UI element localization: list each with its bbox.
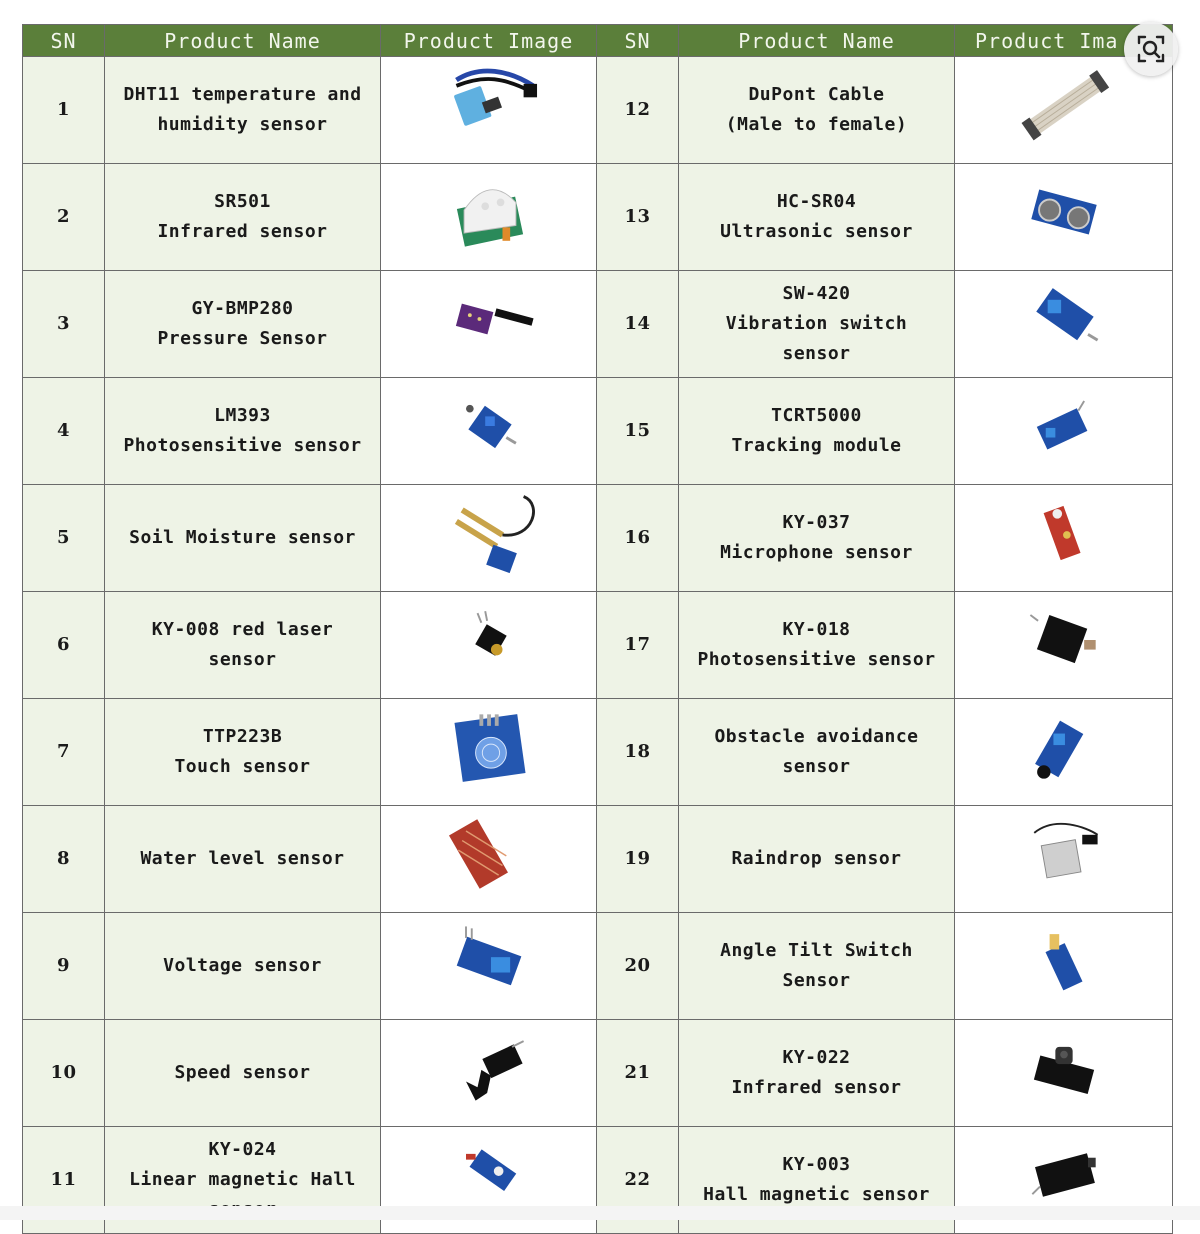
table-header-row (23, 25, 1173, 57)
visual-search-button[interactable] (1124, 22, 1178, 76)
speed-sensor-icon (385, 1020, 595, 1116)
product-name (105, 271, 381, 378)
product-image (381, 164, 597, 271)
product-name-line: Linear magnetic Hall (129, 1169, 356, 1190)
product-name-line: SR501 (214, 191, 271, 212)
header-sn-left: SN (23, 25, 105, 57)
product-name-line: KY-024 (208, 1139, 277, 1160)
product-name-line: Raindrop sensor (731, 848, 902, 869)
product-name-line: KY-008 red laser (151, 619, 334, 640)
table-row (23, 913, 1173, 1020)
product-name-line: Microphone sensor (720, 542, 913, 563)
product-name-line: Hall magnetic sensor (703, 1184, 930, 1205)
tracking-module-icon (959, 378, 1169, 474)
laser-module-icon (385, 592, 595, 688)
product-image (381, 57, 597, 164)
product-name-line: humidity sensor (157, 114, 328, 135)
product-image (381, 271, 597, 378)
product-name-line: Pressure Sensor (157, 328, 328, 349)
product-name-line: DuPont Cable (748, 84, 885, 105)
table-row (23, 164, 1173, 271)
serial-number: 14 (597, 271, 679, 378)
product-name (105, 592, 381, 699)
product-name-line: DHT11 temperature and (123, 84, 362, 105)
product-name-line: Infrared sensor (157, 221, 328, 242)
table-row (23, 57, 1173, 164)
product-name-line: KY-022 (782, 1047, 851, 1068)
product-name (105, 913, 381, 1020)
product-name-line: Obstacle avoidance (714, 726, 919, 747)
product-image (381, 913, 597, 1020)
obstacle-sensor-icon (959, 699, 1169, 795)
serial-number: 7 (23, 699, 105, 806)
table-row (23, 1020, 1173, 1127)
vibration-sensor-icon (959, 271, 1169, 367)
product-image (381, 485, 597, 592)
serial-number: 21 (597, 1020, 679, 1127)
product-name (105, 164, 381, 271)
serial-number: 5 (23, 485, 105, 592)
serial-number: 19 (597, 806, 679, 913)
table-row (23, 271, 1173, 378)
product-image (381, 592, 597, 699)
product-name (105, 485, 381, 592)
serial-number: 12 (597, 57, 679, 164)
product-name-line: Soil Moisture sensor (129, 527, 356, 548)
header-product-image-right: Product Ima (955, 25, 1173, 57)
product-image (955, 913, 1173, 1020)
product-name (105, 806, 381, 913)
bottom-margin (0, 1206, 1200, 1220)
product-name-line: Infrared sensor (731, 1077, 902, 1098)
serial-number: 4 (23, 378, 105, 485)
product-name (679, 378, 955, 485)
serial-number: 20 (597, 913, 679, 1020)
product-name-line: Photosensitive sensor (123, 435, 362, 456)
product-name (679, 592, 955, 699)
product-image (381, 699, 597, 806)
table-row (23, 806, 1173, 913)
product-name (679, 1020, 955, 1127)
product-name-line: KY-018 (782, 619, 851, 640)
voltage-sensor-icon (385, 913, 595, 1009)
product-name (679, 271, 955, 378)
product-name-line: sensor (782, 756, 851, 777)
product-name (679, 164, 955, 271)
product-name-line: SW-420 (782, 283, 851, 304)
product-image (955, 592, 1173, 699)
serial-number: 17 (597, 592, 679, 699)
product-name-line: Touch sensor (174, 756, 311, 777)
product-name-line: Tracking module (731, 435, 902, 456)
product-name-line: Angle Tilt Switch (720, 940, 913, 961)
product-name (105, 378, 381, 485)
product-name-line: (Male to female) (725, 114, 908, 135)
product-name-line: Sensor (782, 970, 851, 991)
product-name-line: sensor (782, 343, 851, 364)
table-row (23, 378, 1173, 485)
product-image (381, 1020, 597, 1127)
pir-sensor-icon (385, 164, 595, 260)
serial-number: 6 (23, 592, 105, 699)
product-name-line: Ultrasonic sensor (720, 221, 913, 242)
soil-moisture-probe-icon (385, 485, 595, 581)
product-name (679, 913, 955, 1020)
serial-number: 2 (23, 164, 105, 271)
product-name (679, 57, 955, 164)
microphone-sensor-icon (959, 485, 1169, 581)
product-name-line: LM393 (214, 405, 271, 426)
tilt-switch-icon (959, 913, 1169, 1009)
product-name-line: Voltage sensor (163, 955, 322, 976)
product-image (955, 1020, 1173, 1127)
header-sn-right: SN (597, 25, 679, 57)
ultrasonic-sensor-icon (959, 164, 1169, 260)
product-name-line: HC-SR04 (776, 191, 857, 212)
header-product-image-left: Product Image (381, 25, 597, 57)
product-name-line: Water level sensor (140, 848, 345, 869)
product-table (22, 24, 1173, 1234)
product-image (381, 378, 597, 485)
product-name-line: KY-037 (782, 512, 851, 533)
zoom-search-icon (1135, 33, 1167, 65)
touch-sensor-icon (385, 699, 595, 795)
ky018-module-icon (959, 592, 1169, 688)
product-image (955, 806, 1173, 913)
product-name (679, 699, 955, 806)
product-name (105, 699, 381, 806)
table-row (23, 485, 1173, 592)
product-name-line: Photosensitive sensor (697, 649, 936, 670)
product-name (105, 1020, 381, 1127)
raindrop-sensor-icon (959, 806, 1169, 902)
dht11-sensor-icon (385, 57, 595, 153)
pressure-sensor-icon (385, 271, 595, 367)
product-name-line: Vibration switch (725, 313, 908, 334)
serial-number: 18 (597, 699, 679, 806)
product-name-line: sensor (208, 649, 277, 670)
serial-number: 22 (597, 1127, 679, 1234)
header-product-name-right: Product Name (679, 25, 955, 57)
serial-number: 1 (23, 57, 105, 164)
serial-number: 3 (23, 271, 105, 378)
table-row (23, 699, 1173, 806)
product-name-line: TCRT5000 (771, 405, 862, 426)
serial-number: 8 (23, 806, 105, 913)
product-name (679, 806, 955, 913)
water-level-sensor-icon (385, 806, 595, 902)
product-name-line: TTP223B (202, 726, 283, 747)
table-row (23, 592, 1173, 699)
product-name (679, 485, 955, 592)
serial-number: 16 (597, 485, 679, 592)
ir-receiver-icon (959, 1020, 1169, 1116)
product-name-line: GY-BMP280 (191, 298, 294, 319)
serial-number: 13 (597, 164, 679, 271)
product-image (955, 699, 1173, 806)
product-name (105, 57, 381, 164)
product-image (955, 378, 1173, 485)
product-image (381, 806, 597, 913)
product-image (955, 485, 1173, 592)
product-table-container (22, 24, 1172, 1234)
serial-number: 10 (23, 1020, 105, 1127)
product-image (955, 164, 1173, 271)
photosensitive-module-icon (385, 378, 595, 474)
serial-number: 11 (23, 1127, 105, 1234)
product-image (955, 271, 1173, 378)
serial-number: 15 (597, 378, 679, 485)
serial-number: 9 (23, 913, 105, 1020)
product-name-line: KY-003 (782, 1154, 851, 1175)
header-product-name-left: Product Name (105, 25, 381, 57)
product-name-line: Speed sensor (174, 1062, 311, 1083)
